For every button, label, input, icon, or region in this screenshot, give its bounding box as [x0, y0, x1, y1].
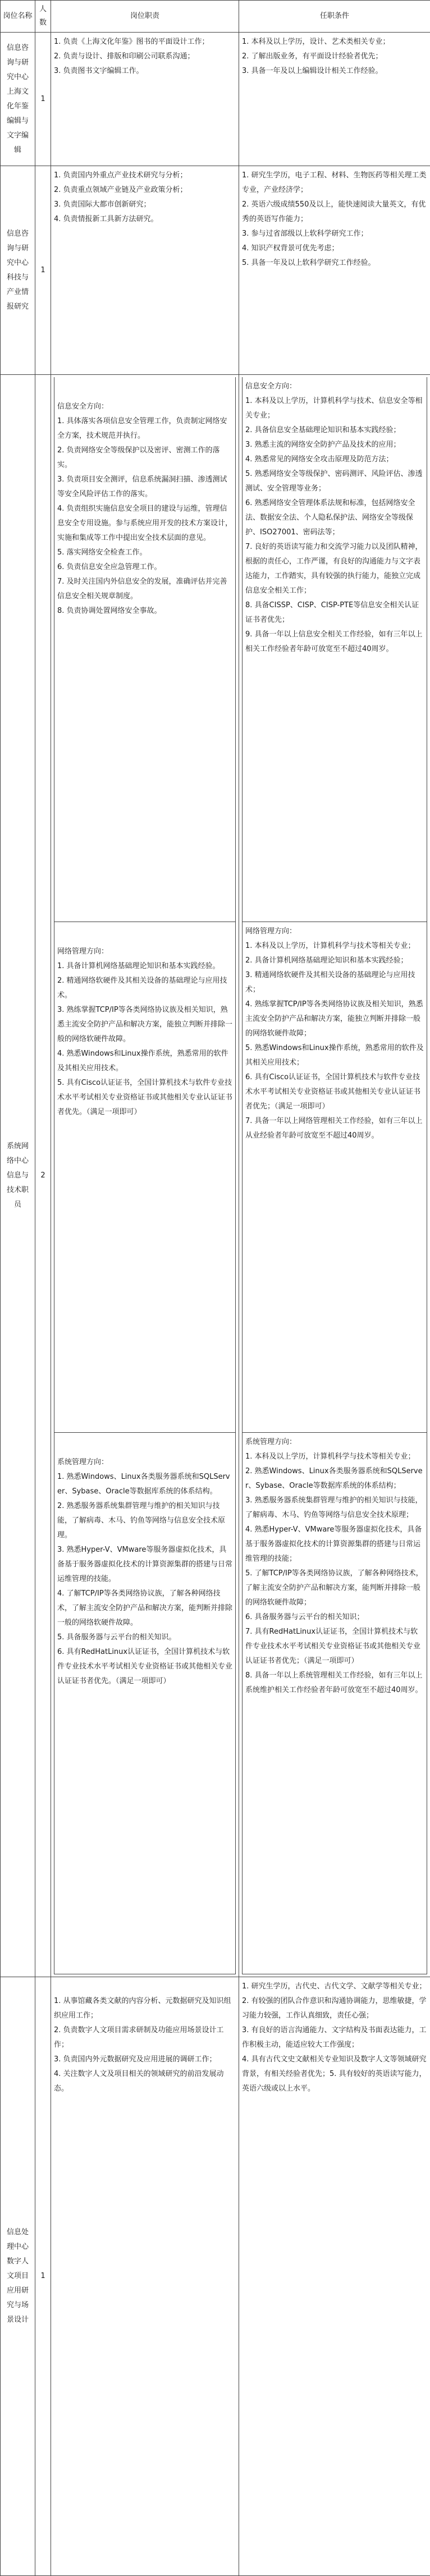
- duty-line: 4. 熟悉Windows和Linux操作系统，熟悉常用的软件及其相关应用技术。: [57, 1049, 228, 1072]
- duty-line: 3. 负责国内外元数据研究及应用进展的调研工作；: [54, 2055, 217, 2064]
- requirement-block-network: [243, 922, 427, 1432]
- duty-line: 2. 负责与设计、排版和印刷公司联系沟通；: [54, 52, 195, 61]
- requirement-block-system: [243, 1432, 427, 1974]
- requirement-line: 4. 熟练掌握TCP/IP等各类网络协议族及相关知识，熟悉主流安全防护产品和解决方案，能独立判断并排除一般的网络软硬件故障；: [245, 1000, 423, 1038]
- duty-cell: [51, 33, 239, 166]
- post-name: 信息处理中心数字人文项目应用研究与场景设计: [1, 1977, 35, 2576]
- requirement-line: 2. 有较强的团队合作意识和沟通协调能力，思维敏捷，学习能力较强，工作认真细致，责任心强；: [242, 1997, 427, 2020]
- duty-line: 6. 负责信息安全应急管理工作。: [57, 563, 162, 571]
- headcount: 1: [35, 166, 51, 375]
- requirement-cell: [239, 166, 430, 375]
- requirement-cell: [239, 1977, 430, 2576]
- duty-line: 4. 关注数字人文及项目相关的领域研究的前沿发展动态。: [54, 2070, 224, 2093]
- requirement-line: 2. 具备信息安全基础理论知识和基本实践经验；: [245, 426, 401, 434]
- requirement-block-security: [243, 377, 427, 922]
- requirement-line: 6. 具有Cisco认证证书，全国计算机技术与软件专业技术水平考试相关专业资格证书或其他相关专业认证证书者优先；（满足一项即可）: [245, 1072, 421, 1111]
- requirement-line: 5. 熟悉网络安全等级保护、密码测评、风险评估、渗透测试、安全管理等业务；: [245, 470, 423, 493]
- header-row: [1, 1, 430, 33]
- duty-line: 5. 具备服务器与云平台的相关知识。: [57, 1633, 176, 1642]
- duty-line: 5. 落实网络安全检查工作。: [57, 548, 147, 557]
- duty-line: 系统管理方向：: [57, 1457, 109, 1466]
- requirement-line: 3. 精通网络软硬件及其相关设备的基础理论与应用技术；: [245, 970, 415, 994]
- duty-line: 3. 负责项目安全测评，信息系统漏洞扫描、渗透测试等安全风险评估工作的落实。: [57, 475, 227, 498]
- requirement-line: 2. 熟悉Windows、Linux各类服务器系统和SQLServer、Sybase、Oracle等数据库系统的体系结构；: [245, 1466, 423, 1490]
- duty-line: 1. 具体落实各项信息安全管理工作，负责制定网络安全方案，技术规范并执行。: [57, 417, 227, 440]
- requirement-line: 1. 研究生学历，电子工程、材料、生物医药等相关理工类专业，产业经济学；: [242, 171, 427, 194]
- headcount: 1: [35, 33, 51, 166]
- requirement-line: 7. 良好的英语读写能力和交流学习能力以及团队精神，根据的责任心，工作严谨，有良好的沟通能力与文字表达能力，工作踏实，具有较强的执行能力，能独立完成信息安全相关工作；: [245, 543, 423, 595]
- requirement-line: 2. 了解出版业务，有平面设计经验者优先；: [242, 52, 383, 61]
- headcount: 1: [35, 1977, 51, 2576]
- requirement-line: 4. 熟悉常见的网络安全攻击原理及防范方法；: [245, 455, 394, 464]
- requirement-line: 1. 本科及以上学历，计算机科学与技术、信息安全等相关专业；: [245, 397, 423, 420]
- duty-line: 5. 具有Cisco认证证书，全国计算机技术与软件专业技术水平考试相关专业资格证书或其他相关专业认证证书者优先。（满足一项即可）: [57, 1078, 233, 1116]
- duty-line: 3. 熟悉Hyper-V、VMware等服务器虚拟化技术，具备基于服务器虚拟化技术的计算资源集群的搭建与日常运维管理的技能。: [57, 1545, 233, 1583]
- duty-line: 3. 熟练掌握TCP/IP等各类网络协议族及相关知识，熟悉主流安全防护产品和解决方案，能独立判断并排除一般的网络软硬件故障。: [57, 1005, 233, 1043]
- duty-line: 1. 熟悉Windows、Linux各类服务器系统和SQLServer、Sybase、Oracle等数据库系统的体系结构。: [57, 1472, 230, 1496]
- requirement-line: 5. 熟悉Windows和Linux操作系统，熟悉常用的软件及其相关应用技术；: [245, 1043, 424, 1067]
- requirement-cell: [239, 33, 430, 166]
- duty-line: 6. 具有RedHatLinux认证证书，全国计算机技术与软件专业技术水平考试相关专业资格证书或其他相关专业认证证书者优先。（满足一项即可）: [57, 1647, 233, 1685]
- header-count: 人数: [35, 1, 51, 33]
- duty-line: 3. 负责国际大都市创新研究；: [54, 200, 151, 209]
- duty-line: 2. 负责网络安全等级保护以及密评、密测工作的落实。: [57, 446, 220, 469]
- requirement-line: 系统管理方向：: [245, 1437, 297, 1446]
- duty-line: 2. 熟悉服务器系统集群管理与维护的相关知识与技能，了解病毒、木马、钓鱼等网络与信息安全技术原理。: [57, 1501, 226, 1539]
- requirement-line: 4. 知识产权背景可优先考虑；: [242, 244, 339, 253]
- requirement-line: 1. 本科及以上学历，计算机科学与技术等相关专业；: [245, 941, 415, 950]
- requirement-cell: [239, 375, 430, 1977]
- table-row: [1, 33, 430, 166]
- duty-cell: [51, 375, 239, 1977]
- duty-line: 1. 具备计算机网络基础理论知识和基本实践经验。: [57, 961, 220, 970]
- duty-line: 4. 负责组织实施信息安全项目的建设与运维，管理信息安全专用设施。参与系统应用开发的技术方案设计，实施和集成等工作中提出安全技术层面的意见。: [57, 505, 233, 542]
- requirement-line: 8. 具备CISSP、CISP、CISP-PTE等信息安全相关认证证书者优先；: [245, 601, 419, 624]
- requirement-line: 3. 有良好的语言沟通能力、文字结构及书面表达能力，工作积极主动，能适应较大工作强度；: [242, 2026, 427, 2049]
- post-name: 信息咨询与研究中心科技与产业情报研究: [1, 166, 35, 375]
- duty-block-system: [54, 1432, 236, 1974]
- duty-line: 4. 了解TCP/IP等各类网络协议族，了解各种网络技术，了解主流安全防护产品和解决方案，能判断并排除一般的网络软硬件故障。: [57, 1589, 233, 1627]
- duty-block-network: [54, 922, 236, 1432]
- requirement-line: 2. 具备计算机网络基础理论知识和基本实践经验；: [245, 956, 408, 965]
- duty-line: 1. 负责《上海文化年鉴》图书的平面设计工作；: [54, 38, 209, 46]
- duty-line: 1. 从事馆藏各类文献的内容分析、元数据研究及知识组织应用工作；: [54, 1997, 231, 2020]
- duty-subtable: [54, 377, 236, 1974]
- header-duty: 岗位职责: [51, 1, 239, 33]
- requirement-line: 6. 熟悉网络安全管理体系法规和标准，包括网络安全法、数据安全法、个人隐私保护法、网络安全等级保护、ISO27001、密码法等；: [245, 499, 415, 537]
- duty-line: 2. 精通网络软硬件及其相关设备的基础理论与应用技术。: [57, 976, 227, 1000]
- requirement-line: 网络管理方向：: [245, 927, 297, 936]
- requirement-line: 3. 参与过省部级以上软科学研究工作；: [242, 230, 368, 238]
- requirement-line: 7. 具备一年以上网络管理相关工作经验，如有三年以上从业经验者年龄可放宽至不超过40周岁。: [245, 1116, 423, 1140]
- duty-line: 8. 负责协调处置网络安全事故。: [57, 607, 162, 615]
- headcount: 2: [35, 375, 51, 1977]
- duty-line: 4. 负责情报新工具新方法研究。: [54, 215, 158, 223]
- requirement-line: 3. 具备一年及以上编辑设计相关工作经验。: [242, 67, 383, 75]
- header-post: 岗位名称: [1, 1, 35, 33]
- requirement-line: 3. 熟悉服务器系统集群管理与维护的相关知识与技能，了解病毒、木马、钓鱼等网络与信息安全技术原理；: [245, 1496, 423, 1519]
- post-name: 系统网络中心信息与技术职员: [1, 375, 35, 1977]
- table-row: [1, 166, 430, 375]
- table-row: [1, 1977, 430, 2576]
- duty-line: 2. 负责重点领域产业链及产业政策分析；: [54, 186, 187, 194]
- requirement-line: 1. 研究生学历，古代史、古代文学、文献学等相关专业；: [242, 1982, 427, 1991]
- requirement-line: 8. 具备一年以上系统管理相关工作经验，如有三年以上系统维护相关工作经验者年龄可放宽至不超过40周岁。: [245, 1671, 423, 1694]
- requirement-line: 5. 了解TCP/IP等各类网络协议族，了解各种网络技术，了解主流安全防护产品和解决方案，能判断并排除一般的网络软硬件故障；: [245, 1569, 423, 1607]
- duty-line: 1. 负责国内外重点产业技术研究与分析；: [54, 171, 187, 180]
- duty-line: 7. 及时关注国内外信息安全的发展，准确评估并完善信息安全相关规章制度。: [57, 577, 227, 601]
- requirement-line: 7. 具有RedHatLinux认证证书，全国计算机技术与软件专业技术水平考试相关专业资格证书或其他相关专业认证证书者优先；（满足一项即可）: [245, 1627, 421, 1665]
- requirement-line: 信息安全方向：: [245, 382, 297, 391]
- requirement-line: 6. 具备服务器与云平台的相关知识；: [245, 1612, 364, 1621]
- requirement-line: 4. 具有古代文史文献相关专业知识及数字人文等领域研究背景，有相关经验者优先；5. 具有较好的英语读写能力，英语六级或以上水平。: [242, 2055, 427, 2093]
- requirement-line: 1. 本科及以上学历，设计、艺术类相关专业；: [242, 38, 390, 46]
- requirement-line: 4. 熟悉Hyper-V、VMware等服务器虚拟化技术，具备基于服务器虚拟化技术的计算资源集群的搭建与日常运维管理的技能；: [245, 1525, 422, 1563]
- duty-line: 网络管理方向：: [57, 947, 109, 956]
- post-name: 信息咨询与研究中心上海文化年鉴编辑与文字编辑: [1, 33, 35, 166]
- requirement-subtable: [242, 377, 427, 1974]
- requirement-line: 5. 具备一年及以上软科学研究工作经验。: [242, 259, 376, 267]
- requirement-line: 1. 本科及以上学历，计算机科学与技术等相关专业；: [245, 1452, 415, 1461]
- requirement-line: 2. 英语六级成绩550及以上，能快速阅读大量英文，有优秀的英语写作能力；: [242, 200, 426, 223]
- duty-line: 3. 负责图书文字编辑工作。: [54, 67, 144, 75]
- requirement-line: 3. 熟悉主流的网络安全防护产品及技术的应用；: [245, 441, 401, 449]
- duty-line: 2. 负责数字人文项目需求研制及功能应用场景设计工作；: [54, 2026, 224, 2049]
- duty-cell: [51, 1977, 239, 2576]
- duty-line: 信息安全方向：: [57, 402, 109, 411]
- header-requirements: 任职条件: [239, 1, 430, 33]
- table-row: [1, 375, 430, 1977]
- duty-block-security: [54, 377, 236, 922]
- requirement-line: 9. 具备一年以上信息安全相关工作经验，如有三年以上相关工作经验者年龄可放宽至不超过40周岁。: [245, 630, 423, 653]
- duty-cell: [51, 166, 239, 375]
